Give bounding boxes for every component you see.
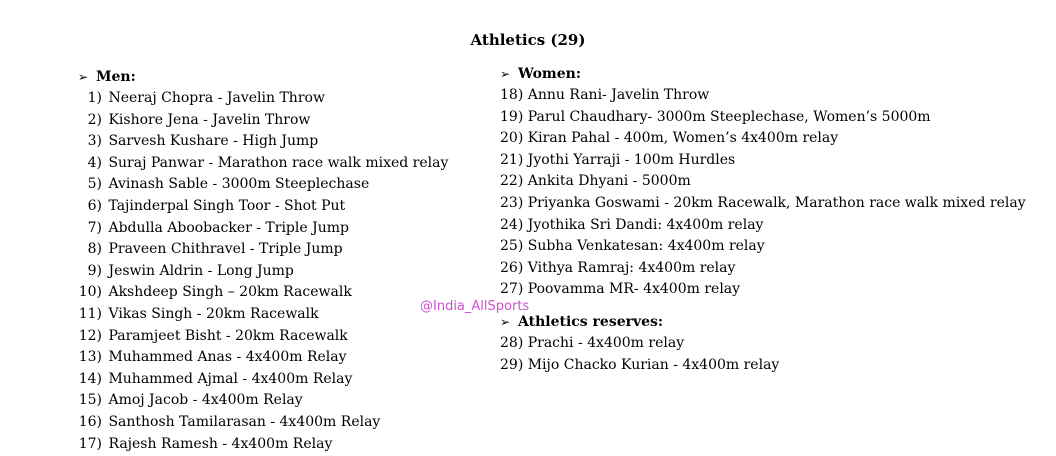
list-item	[78, 88, 448, 110]
list-item: 20) Kiran Pahal - 400m, Women’s 4x400m relay	[500, 130, 839, 147]
list-item	[78, 131, 448, 153]
item-number: 4)	[87, 154, 102, 171]
list-item	[78, 434, 448, 456]
item-number: 5)	[87, 176, 102, 193]
item-number: 1)	[87, 90, 102, 106]
list-item: 18) Annu Rani- Javelin Throw	[500, 87, 710, 103]
item-number: 17)	[78, 435, 102, 452]
list-item	[78, 153, 448, 175]
men-heading	[78, 66, 448, 88]
item-number: 3)	[87, 133, 102, 150]
women-heading	[500, 63, 1026, 85]
list-item: 22) Ankita Dhyani - 5000m	[500, 173, 691, 190]
item-number: 12)	[78, 327, 102, 344]
list-item	[78, 239, 448, 261]
arrow-bullet-icon: ➢	[500, 314, 511, 329]
page-title: Athletics (29)	[470, 31, 586, 49]
list-item	[78, 347, 448, 369]
list-item	[78, 174, 448, 196]
list-item: 24) Jyothika Sri Dandi: 4x400m relay	[500, 216, 764, 233]
item-number: 8)	[87, 241, 102, 258]
item-text: Tajinderpal Singh Toor - Shot Put	[108, 197, 346, 214]
item-text: Akshdeep Singh – 20km Racewalk	[108, 284, 352, 301]
list-item	[78, 412, 448, 434]
item-number: 14)	[78, 370, 102, 387]
item-number: 9)	[87, 262, 102, 279]
item-number: 6)	[87, 197, 102, 214]
item-text: Avinash Sable - 3000m Steeplechase	[108, 176, 370, 193]
women-section	[500, 63, 1026, 376]
item-text: Muhammed Anas - 4x400m Relay	[108, 349, 347, 366]
arrow-bullet-icon: ➢	[78, 70, 89, 84]
list-item: 26) Vithya Ramraj: 4x400m relay	[500, 259, 736, 276]
item-number: 10)	[78, 284, 102, 301]
item-number: 15)	[78, 392, 102, 409]
item-text: Rajesh Ramesh - 4x400m Relay	[108, 435, 333, 452]
list-item: 28) Prachi - 4x400m relay	[500, 334, 685, 351]
item-text: Kishore Jena - Javelin Throw	[108, 111, 311, 128]
item-number: 7)	[87, 219, 102, 236]
item-number: 16)	[78, 413, 102, 430]
item-text: Neeraj Chopra - Javelin Throw	[108, 90, 325, 106]
item-text: Paramjeet Bisht - 20km Racewalk	[108, 327, 348, 344]
list-item	[78, 304, 448, 326]
list-item	[78, 326, 448, 348]
list-item: 25) Subha Venkatesan: 4x400m relay	[500, 238, 765, 255]
list-item	[78, 282, 448, 304]
item-text: Santhosh Tamilarasan - 4x400m Relay	[108, 413, 381, 430]
item-text: Amoj Jacob - 4x400m Relay	[108, 392, 303, 409]
women-list	[500, 85, 1026, 301]
list-item: 19) Parul Chaudhary- 3000m Steeplechase, Women’s 5000m	[500, 108, 931, 125]
reserves-heading-label: Athletics reserves:	[518, 313, 664, 330]
reserves-list	[500, 333, 1026, 376]
item-text: Suraj Panwar - Marathon race walk mixed relay	[108, 154, 449, 171]
men-section	[78, 66, 448, 455]
list-item	[78, 261, 448, 283]
arrow-bullet-icon: ➢	[500, 67, 511, 81]
list-item	[78, 390, 448, 412]
men-heading-label: Men:	[96, 69, 136, 85]
list-item: 29) Mijo Chacko Kurian - 4x400m relay	[500, 356, 780, 373]
list-item	[78, 110, 448, 132]
item-text: Jeswin Aldrin - Long Jump	[108, 262, 294, 279]
list-item	[78, 196, 448, 218]
item-number: 2)	[87, 111, 102, 128]
women-heading-label: Women:	[518, 66, 581, 82]
watermark-text: @India_AllSports	[420, 299, 530, 314]
list-item	[78, 218, 448, 240]
men-list	[78, 88, 448, 455]
list-item: 27) Poovamma MR- 4x400m relay	[500, 281, 741, 298]
list-item: 21) Jyothi Yarraji - 100m Hurdles	[500, 151, 736, 168]
item-number: 13)	[78, 349, 102, 366]
item-text: Muhammed Ajmal - 4x400m Relay	[108, 370, 353, 387]
item-text: Abdulla Aboobacker - Triple Jump	[108, 219, 349, 236]
item-number: 11)	[78, 305, 102, 322]
reserves-heading	[500, 311, 1026, 333]
list-item	[78, 369, 448, 391]
item-text: Praveen Chithravel - Triple Jump	[108, 241, 343, 258]
item-text: Vikas Singh - 20km Racewalk	[108, 305, 319, 322]
list-item: 23) Priyanka Goswami - 20km Racewalk, Marathon race walk mixed relay	[500, 194, 1026, 211]
item-text: Sarvesh Kushare - High Jump	[108, 133, 319, 150]
